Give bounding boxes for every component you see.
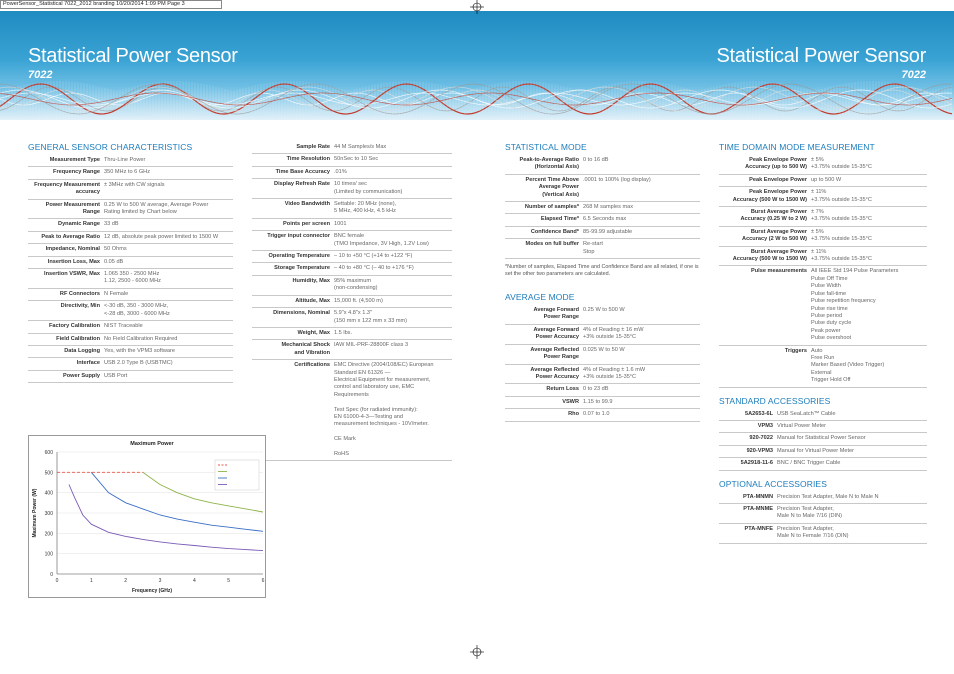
spec-row [28, 321, 233, 333]
spec-table [28, 155, 233, 383]
spec-table [719, 409, 927, 471]
spec-label: Factory Calibration [28, 321, 104, 333]
spec-value: Precision Test Adapter, Male N to Female 7/16 (DIN) [777, 523, 927, 543]
x-tick-label: 1 [89, 578, 93, 584]
spec-label: Burst Average Power Accuracy (500 W to 1500 W) [719, 246, 811, 266]
spec-label: Modes on full buffer [505, 239, 583, 259]
banner-model-right: 7022 [901, 69, 926, 81]
spec-row [719, 523, 927, 543]
spec-label: Display Refresh Rate [252, 179, 334, 199]
y-axis-label: Maximum Power (W) [32, 488, 38, 538]
spec-value: – 10 to +50 °C (+14 to +122 °F) [334, 251, 452, 263]
spec-value: USB Port [104, 370, 233, 382]
spec-row [505, 364, 700, 384]
legend-box [215, 460, 259, 490]
x-tick-label: 4 [192, 578, 196, 584]
spec-row [28, 288, 233, 300]
spec-label: 920-VPM3 [719, 445, 777, 457]
spec-table [719, 492, 927, 544]
maximum-power-chart [28, 435, 266, 598]
spec-table [252, 142, 452, 461]
spec-value: 12 dB, absolute peak power limited to 1500 W [104, 231, 233, 243]
spec-row [505, 155, 700, 174]
spec-table [505, 305, 700, 421]
spec-row [252, 340, 452, 360]
spec-row [719, 409, 927, 421]
spec-value: Settable: 20 MHz (none), 5 MHz, 400 kHz, 4.5 kHz [334, 199, 452, 219]
spec-label: Elapsed Time* [505, 214, 583, 226]
spec-value: Precision Test Adapter, Male N to Male 7/16 (DIN) [777, 504, 927, 524]
spec-row [28, 219, 233, 231]
spec-row [252, 275, 452, 295]
chart-svg [29, 436, 265, 597]
y-tick-label: 200 [44, 531, 53, 538]
spec-row [252, 295, 452, 307]
spec-row [719, 187, 927, 207]
spec-row [719, 226, 927, 246]
spec-row [28, 370, 233, 382]
spec-label: Average Reflected Power Accuracy [505, 364, 583, 384]
spec-row [719, 345, 927, 387]
spec-label: PTA-MNME [719, 504, 777, 524]
spec-value: All IEEE Std 194 Pulse Parameters Pulse Off Time Pulse Width Pulse fall-time Pulse repetition frequency Pulse rise time Pulse period Pulse duty cycle Peak power Pulse overshoot [811, 266, 927, 345]
spec-value: N Female [104, 288, 233, 300]
spec-value: Auto Free Run Marker Based (Video Trigger) External Trigger Hold Off [811, 345, 927, 387]
spec-label: Dynamic Range [28, 219, 104, 231]
spec-label: Burst Average Power Accuracy (2 W to 500 W) [719, 226, 811, 246]
spec-row [719, 266, 927, 345]
spec-label: Percent Time Above Average Power (Vertical Axis) [505, 174, 583, 201]
spec-value: BNC female (TMO Impedance, 3V High, 1.2V Low) [334, 231, 452, 251]
spec-row [28, 269, 233, 289]
spec-label: Impedance, Nominal [28, 244, 104, 256]
spec-row [28, 155, 233, 167]
spec-value: 0.25 W to 500 W [583, 305, 700, 324]
spec-row [28, 199, 233, 219]
spec-row [719, 492, 927, 504]
spec-row [719, 433, 927, 445]
spec-value: 0.025 W to 50 W [583, 344, 700, 364]
general-characteristics-section [28, 142, 233, 383]
spec-value: No Field Calibration Required [104, 333, 233, 345]
spec-label: Certifications [252, 360, 334, 461]
spec-row [28, 358, 233, 370]
spec-value: ± 5% +3.75% outside 15-35°C [811, 155, 927, 174]
spec-row [719, 207, 927, 227]
time-domain-section [719, 142, 927, 544]
y-tick-label: 500 [44, 470, 53, 477]
spec-row [28, 231, 233, 243]
spec-value: USB SeaLatch™ Cable [777, 409, 927, 421]
banner-model-left: 7022 [28, 69, 53, 81]
spec-row [252, 231, 452, 251]
spec-value: 1.15 to 99.9 [583, 396, 700, 408]
spec-label: Interface [28, 358, 104, 370]
spec-label: Trigger input connector [252, 231, 334, 251]
spec-label: Points per screen [252, 218, 334, 230]
spec-label: RF Connectors [28, 288, 104, 300]
spec-value: 6.5 Seconds max [583, 214, 700, 226]
x-tick-label: 6 [261, 578, 265, 584]
spec-label: Peak Envelope Power Accuracy (up to 500 W) [719, 155, 811, 174]
spec-value: ± 11% +3.75% outside 15-35°C [811, 187, 927, 207]
spec-value: NIST Traceable [104, 321, 233, 333]
spec-value: <-30 dB, 350 - 3000 MHz, <-28 dB, 3000 - 6000 MHz [104, 301, 233, 321]
spec-row [252, 251, 452, 263]
x-tick-label: 3 [158, 578, 162, 584]
y-tick-label: 400 [44, 490, 53, 497]
spec-value: 0.05 dB [104, 256, 233, 268]
spec-value: .0001 to 100% (log display) [583, 174, 700, 201]
spec-row [505, 239, 700, 259]
spec-row [28, 256, 233, 268]
banner [0, 11, 954, 120]
spec-value: Manual for Statistical Power Sensor [777, 433, 927, 445]
spec-table [505, 155, 700, 259]
spec-value: 4% of Reading ± 16 mW +3% outside 15-35°C [583, 324, 700, 344]
spec-row [252, 154, 452, 166]
spec-label: Dimensions, Nominal [252, 308, 334, 328]
y-tick-label: 100 [44, 551, 53, 558]
spec-value: 0 to 23 dB [583, 384, 700, 396]
spec-label: VSWR [505, 396, 583, 408]
spec-value: 1.5 lbs. [334, 327, 452, 339]
footnote: *Number of samples, Elapsed Time and Confidence Band are all related, if one is set the other two parameters are calculated. [505, 264, 699, 278]
x-axis-label: Frequency (GHz) [131, 588, 173, 594]
x-tick-label: 0 [55, 578, 59, 584]
section-title: AVERAGE MODE [505, 292, 575, 303]
spec-label: Time Resolution [252, 154, 334, 166]
spec-label: 5A2653-6L [719, 409, 777, 421]
spec-value: 44 M Samples/s Max [334, 142, 452, 154]
spec-row [719, 246, 927, 266]
spec-row [719, 155, 927, 174]
spec-value: Yes, with the VPM3 software [104, 345, 233, 357]
spec-row [505, 344, 700, 364]
spec-label: Peak Envelope Power Accuracy (500 W to 1500 W) [719, 187, 811, 207]
spec-value: 1.065 350 - 2500 MHz 1.12, 2500 - 6000 MHz [104, 269, 233, 289]
spec-value: Manual for Virtual Power Meter [777, 445, 927, 457]
x-tick-label: 5 [227, 578, 231, 584]
section-title: TIME DOMAIN MODE MEASUREMENT [719, 142, 875, 152]
spec-label: Return Loss [505, 384, 583, 396]
spec-row [505, 202, 700, 214]
spec-row [505, 384, 700, 396]
spec-label: Measurement Type [28, 155, 104, 167]
spec-value: Virtual Power Meter [777, 420, 927, 432]
y-tick-label: 0 [50, 572, 53, 578]
section-title: OPTIONAL ACCESSORIES [719, 478, 827, 489]
spec-row [252, 218, 452, 230]
spec-label: Frequency Range [28, 167, 104, 179]
spec-row [505, 409, 700, 421]
spec-value: 5.9"x 4.8"x 1.3" (150 mm x 122 mm x 33 mm) [334, 308, 452, 328]
spec-row [719, 420, 927, 432]
registration-mark-icon [470, 645, 484, 659]
spec-row [505, 174, 700, 201]
spec-label: Peak-to-Average Ratio (Horizontal Axis) [505, 155, 583, 174]
spec-label: Burst Average Power Accuracy (0.25 W to 2 W) [719, 207, 811, 227]
banner-title-right: Statistical Power Sensor [716, 45, 926, 67]
spec-value: Thru-Line Power [104, 155, 233, 167]
spec-row [505, 214, 700, 226]
spec-value: .01% [334, 166, 452, 178]
spec-row [28, 179, 233, 199]
spec-value: 95% maximum (non-condensing) [334, 275, 452, 295]
spec-value: – 40 to +80 °C (– 40 to +176 °F) [334, 263, 452, 275]
spec-label: Number of samples* [505, 202, 583, 214]
spec-label: Weight, Max [252, 327, 334, 339]
section-title: STANDARD ACCESSORIES [719, 395, 831, 406]
spec-row [28, 167, 233, 179]
spec-value: IAW MIL-PRF-28800F class 3 [334, 340, 452, 360]
file-header: PowerSensor_Statistical 7022_2012 branding 10/20/2014 1:09 PM Page 3 [0, 0, 222, 9]
y-tick-label: 300 [44, 511, 53, 517]
spec-value: 0.07 to 1.0 [583, 409, 700, 421]
spec-label: Average Forward Power Range [505, 305, 583, 324]
spec-row [505, 324, 700, 344]
spec-row [252, 166, 452, 178]
spec-label: Altitude, Max [252, 295, 334, 307]
spec-label: PTA-MNFE [719, 523, 777, 543]
spec-value: Re-start Stop [583, 239, 700, 259]
spec-label: Mechanical Shock and Vibration [252, 340, 334, 360]
banner-title-left: Statistical Power Sensor [28, 45, 238, 67]
spec-value: 10 times/ sec (Limited by communication) [334, 179, 452, 199]
spec-row [252, 142, 452, 154]
spec-value: up to 500 W [811, 174, 927, 186]
statistical-mode-section [505, 142, 700, 422]
spec-label: Directivity, Min [28, 301, 104, 321]
spec-label: PTA-MNMN [719, 492, 777, 504]
spec-value: Precision Test Adapter, Male N to Male N [777, 492, 927, 504]
spec-value: ± 3MHz with CW signals [104, 179, 233, 199]
series-line [69, 485, 263, 551]
section-title: STATISTICAL MODE [505, 142, 587, 152]
spec-value: 50 Ohms [104, 244, 233, 256]
spec-label: Confidence Band* [505, 226, 583, 238]
spec-row [719, 174, 927, 186]
chart-title: Maximum Power [130, 441, 174, 447]
spec-label: Time Base Accuracy [252, 166, 334, 178]
spec-value: ± 7% +3.75% outside 15-35°C [811, 207, 927, 227]
spec-value: 4% of Reading ± 1.6 mW +3% outside 15-35°C [583, 364, 700, 384]
spec-label: Field Calibration [28, 333, 104, 345]
spec-value: 0 to 16 dB [583, 155, 700, 174]
spec-label: Data Logging [28, 345, 104, 357]
spec-row [252, 179, 452, 199]
spec-label: Insertion Loss, Max [28, 256, 104, 268]
spec-row [505, 226, 700, 238]
spec-value: 15,000 ft. (4,500 m) [334, 295, 452, 307]
spec-table [719, 155, 927, 388]
spec-label: Average Forward Power Accuracy [505, 324, 583, 344]
spec-label: Pulse measurements [719, 266, 811, 345]
spec-value: USB 2.0 Type B (USBTMC) [104, 358, 233, 370]
spec-value: 85-99.99 adjustable [583, 226, 700, 238]
spec-label: VPM3 [719, 420, 777, 432]
spec-label: Power Measurement Range [28, 199, 104, 219]
spec-row [28, 345, 233, 357]
y-tick-label: 600 [44, 450, 53, 456]
spec-label: Peak to Average Ratio [28, 231, 104, 243]
spec-label: Average Reflected Power Range [505, 344, 583, 364]
spec-value: 50nSec to 10 Sec [334, 154, 452, 166]
spec-label: Power Supply [28, 370, 104, 382]
spec-label: Video Bandwidth [252, 199, 334, 219]
spec-value: 350 MHz to 6 GHz [104, 167, 233, 179]
spec-row [28, 333, 233, 345]
spec-value: ± 5% +3.75% outside 15-35°C [811, 226, 927, 246]
general-characteristics-continued [252, 142, 452, 461]
spec-value: 268 M samples max [583, 202, 700, 214]
spec-row [252, 360, 452, 461]
spec-label: Operating Temperature [252, 251, 334, 263]
spec-label: 920-7022 [719, 433, 777, 445]
spec-label: Frequency Measurement accuracy [28, 179, 104, 199]
x-tick-label: 2 [124, 578, 128, 584]
spec-row [505, 396, 700, 408]
spec-value: 33 dB [104, 219, 233, 231]
spec-row [28, 244, 233, 256]
spec-row [252, 263, 452, 275]
spec-row [252, 308, 452, 328]
spec-label: Storage Temperature [252, 263, 334, 275]
spec-value: 1001 [334, 218, 452, 230]
spec-label: 5A2918-11-6 [719, 458, 777, 470]
spec-label: Insertion VSWR, Max [28, 269, 104, 289]
spec-value: EMC Directive (2004/108/EC) European Standard EN 61326 — Electrical Equipment for measurement, control and laboratory use, EMC Requirements Test Spec (for radiated immunity): EN 61000-4-3—Testing and measurement techniques - 10V/meter. CE Mark RoHS [334, 360, 452, 461]
spec-row [505, 305, 700, 324]
spec-label: Sample Rate [252, 142, 334, 154]
spec-row [28, 301, 233, 321]
spec-label: Rho [505, 409, 583, 421]
spec-value: 0.25 W to 500 W average, Average Power Rating limited by Chart below [104, 199, 233, 219]
spec-row [252, 327, 452, 339]
spec-row [719, 504, 927, 524]
spec-label: Triggers [719, 345, 811, 387]
spec-value: ± 11% +3.75% outside 15-35°C [811, 246, 927, 266]
spec-label: Humidity, Max [252, 275, 334, 295]
spec-label: Peak Envelope Power [719, 174, 811, 186]
spec-row [252, 199, 452, 219]
spec-row [719, 458, 927, 470]
section-title: GENERAL SENSOR CHARACTERISTICS [28, 142, 193, 152]
spec-row [719, 445, 927, 457]
spec-value: BNC / BNC Trigger Cable [777, 458, 927, 470]
wave-graphic [0, 73, 954, 120]
registration-mark-icon [470, 0, 484, 14]
